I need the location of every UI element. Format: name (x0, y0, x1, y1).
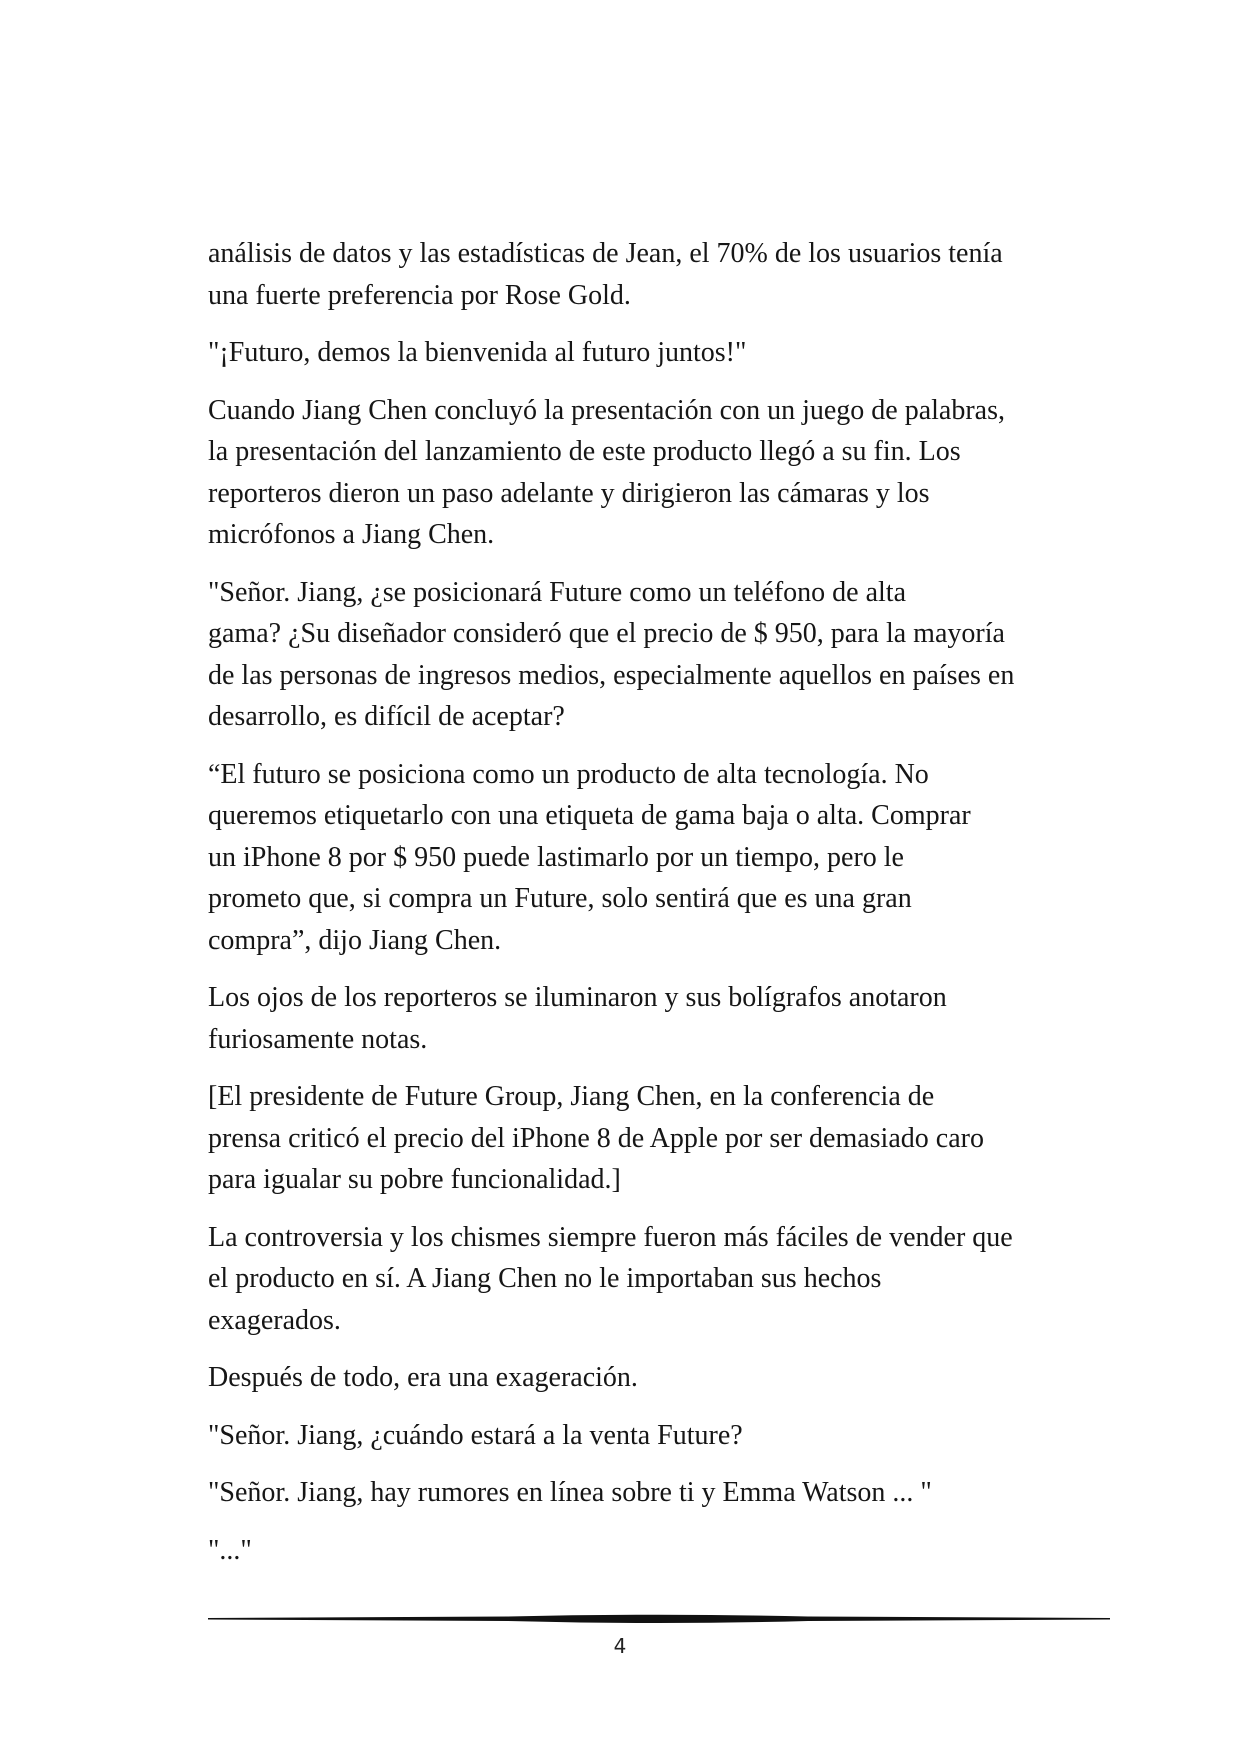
text-line: furiosamente notas. (208, 1023, 428, 1055)
text-line: micrófonos a Jiang Chen. (208, 519, 495, 550)
text-line: queremos etiquetarlo con una etiqueta de gama baja o alta. Comprar (208, 800, 971, 831)
text-line: desarrollo, es difícil de aceptar? (208, 701, 565, 732)
paragraph-7 (208, 1076, 1078, 1201)
text-line: La controversia y los chismes siempre fueron más fáciles de vender que (208, 1221, 1013, 1253)
text-line: "Señor. Jiang, ¿cuándo estará a la venta Future? (208, 1419, 743, 1451)
paragraph-4 (208, 572, 1078, 738)
text-line: el producto en sí. A Jiang Chen no le importaban sus hechos (208, 1263, 882, 1294)
text-line: para igualar su pobre funcionalidad.] (208, 1164, 621, 1195)
paragraph-8 (208, 1217, 1078, 1342)
text-line: la presentación del lanzamiento de este producto llegó a su fin. Los (208, 436, 961, 467)
text-line: prensa criticó el precio del iPhone 8 de Apple por ser demasiado caro (208, 1122, 984, 1154)
text-line: de las personas de ingresos medios, especialmente aquellos en países en (208, 659, 1015, 691)
text-line: Los ojos de los reporteros se iluminaron y sus bolígrafos anotaron (208, 982, 947, 1013)
paragraph-12 (208, 1530, 1078, 1572)
text-line: gama? ¿Su diseñador consideró que el precio de $ 950, para la mayoría (208, 618, 1005, 649)
paragraph-3 (208, 390, 1078, 556)
text-line: Cuando Jiang Chen concluyó la presentación con un juego de palabras, (208, 394, 1005, 426)
paragraph-2 (208, 332, 1078, 374)
paragraph-6 (208, 977, 1078, 1060)
text-line: reporteros dieron un paso adelante y dirigieron las cámaras y los (208, 477, 930, 509)
text-line: compra”, dijo Jiang Chen. (208, 924, 502, 956)
paragraph-1 (208, 233, 1078, 316)
text-line: "Señor. Jiang, hay rumores en línea sobre ti y Emma Watson ... " (208, 1477, 932, 1508)
text-line: "¡Futuro, demos la bienvenida al futuro juntos!" (208, 337, 747, 368)
text-line: un iPhone 8 por $ 950 puede lastimarlo por un tiempo, pero le (208, 841, 904, 873)
text-line: Después de todo, era una exageración. (208, 1362, 638, 1393)
page-number: 4 (613, 1634, 627, 1658)
text-line: una fuerte preferencia por Rose Gold. (208, 279, 631, 311)
text-line: [El presidente de Future Group, Jiang Chen, en la conferencia de (208, 1081, 935, 1112)
paragraph-5 (208, 754, 1078, 962)
text-line: exagerados. (208, 1304, 341, 1336)
paragraph-10 (208, 1415, 1078, 1457)
footer-divider (208, 1612, 1110, 1626)
text-line: análisis de datos y las estadísticas de Jean, el 70% de los usuarios tenía (208, 238, 1003, 269)
text-line: “El futuro se posiciona como un producto de alta tecnología. No (208, 758, 929, 790)
text-line: "Señor. Jiang, ¿se posicionará Future como un teléfono de alta (208, 576, 907, 608)
text-line: "..." (208, 1534, 252, 1566)
page-body (208, 233, 1078, 1587)
text-line: prometo que, si compra un Future, solo sentirá que es una gran (208, 883, 912, 914)
paragraph-11 (208, 1472, 1078, 1514)
paragraph-9 (208, 1357, 1078, 1399)
